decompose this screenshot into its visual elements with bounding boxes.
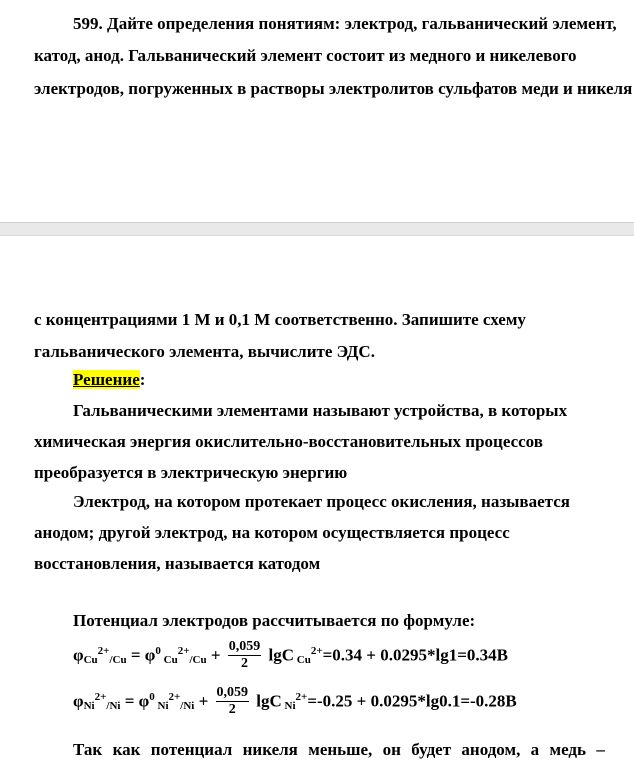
para2-line-3: восстановления, называется катодом bbox=[34, 554, 321, 573]
page-bottom bbox=[0, 236, 634, 769]
page-top bbox=[0, 0, 634, 222]
task-line-5: гальванического элемента, вычислите ЭДС. bbox=[34, 342, 375, 361]
formula-copper: $\varphi_{Cu}^{2+}_{/Cu} = \varphi^0$ $_{Cu}^{2+}_{/Cu}$ + $\frac{0,059}{2}$ lgC $_{Cu}^{2+}$=0.34 + 0.0295*lg1=0.34В bbox=[73, 639, 508, 671]
para1-line-1: Гальваническими элементами называют устройства, в которых bbox=[73, 401, 568, 420]
page-break bbox=[0, 222, 634, 236]
solution-label: Решение bbox=[73, 370, 140, 389]
formula-intro: Потенциал электродов рассчитывается по формуле: bbox=[73, 611, 476, 630]
solution-heading: Решение: bbox=[73, 370, 146, 389]
task-line-2: катод, анод. Гальванический элемент состоит из медного и никелевого bbox=[34, 46, 577, 65]
task-line-4: с концентрациями 1 М и 0,1 М соответственно. Запишите схему bbox=[34, 310, 526, 329]
conclusion-line: Так как потенциал никеля меньше, он будет анодом, а медь – bbox=[73, 740, 605, 759]
task-line-1: 599. Дайте определения понятиям: электрод, гальванический элемент, bbox=[73, 14, 617, 33]
para2-line-1: Электрод, на котором протекает процесс окисления, называется bbox=[73, 492, 570, 511]
task-line-3: электродов, погруженных в растворы электролитов сульфатов меди и никеля bbox=[34, 79, 633, 98]
fraction: $\frac{0,059}{2}$ bbox=[216, 685, 249, 717]
para2-line-2: анодом; другой электрод, на котором осуществляется процесс bbox=[34, 523, 510, 542]
formula-nickel: $\varphi_{Ni}^{2+}_{/Ni} = \varphi^0$ $_{Ni}^{2+}_{/Ni}$ + $\frac{0,059}{2}$ lgC $_{Ni}^{2+}$=-0.25 + 0.0295*lg0.1=-0.28В bbox=[73, 685, 517, 717]
fraction: $\frac{0,059}{2}$ bbox=[228, 639, 261, 671]
para1-line-2: химическая энергия окислительно-восстановительных процессов bbox=[34, 432, 543, 451]
para1-line-3: преобразуется в электрическую энергию bbox=[34, 463, 348, 482]
